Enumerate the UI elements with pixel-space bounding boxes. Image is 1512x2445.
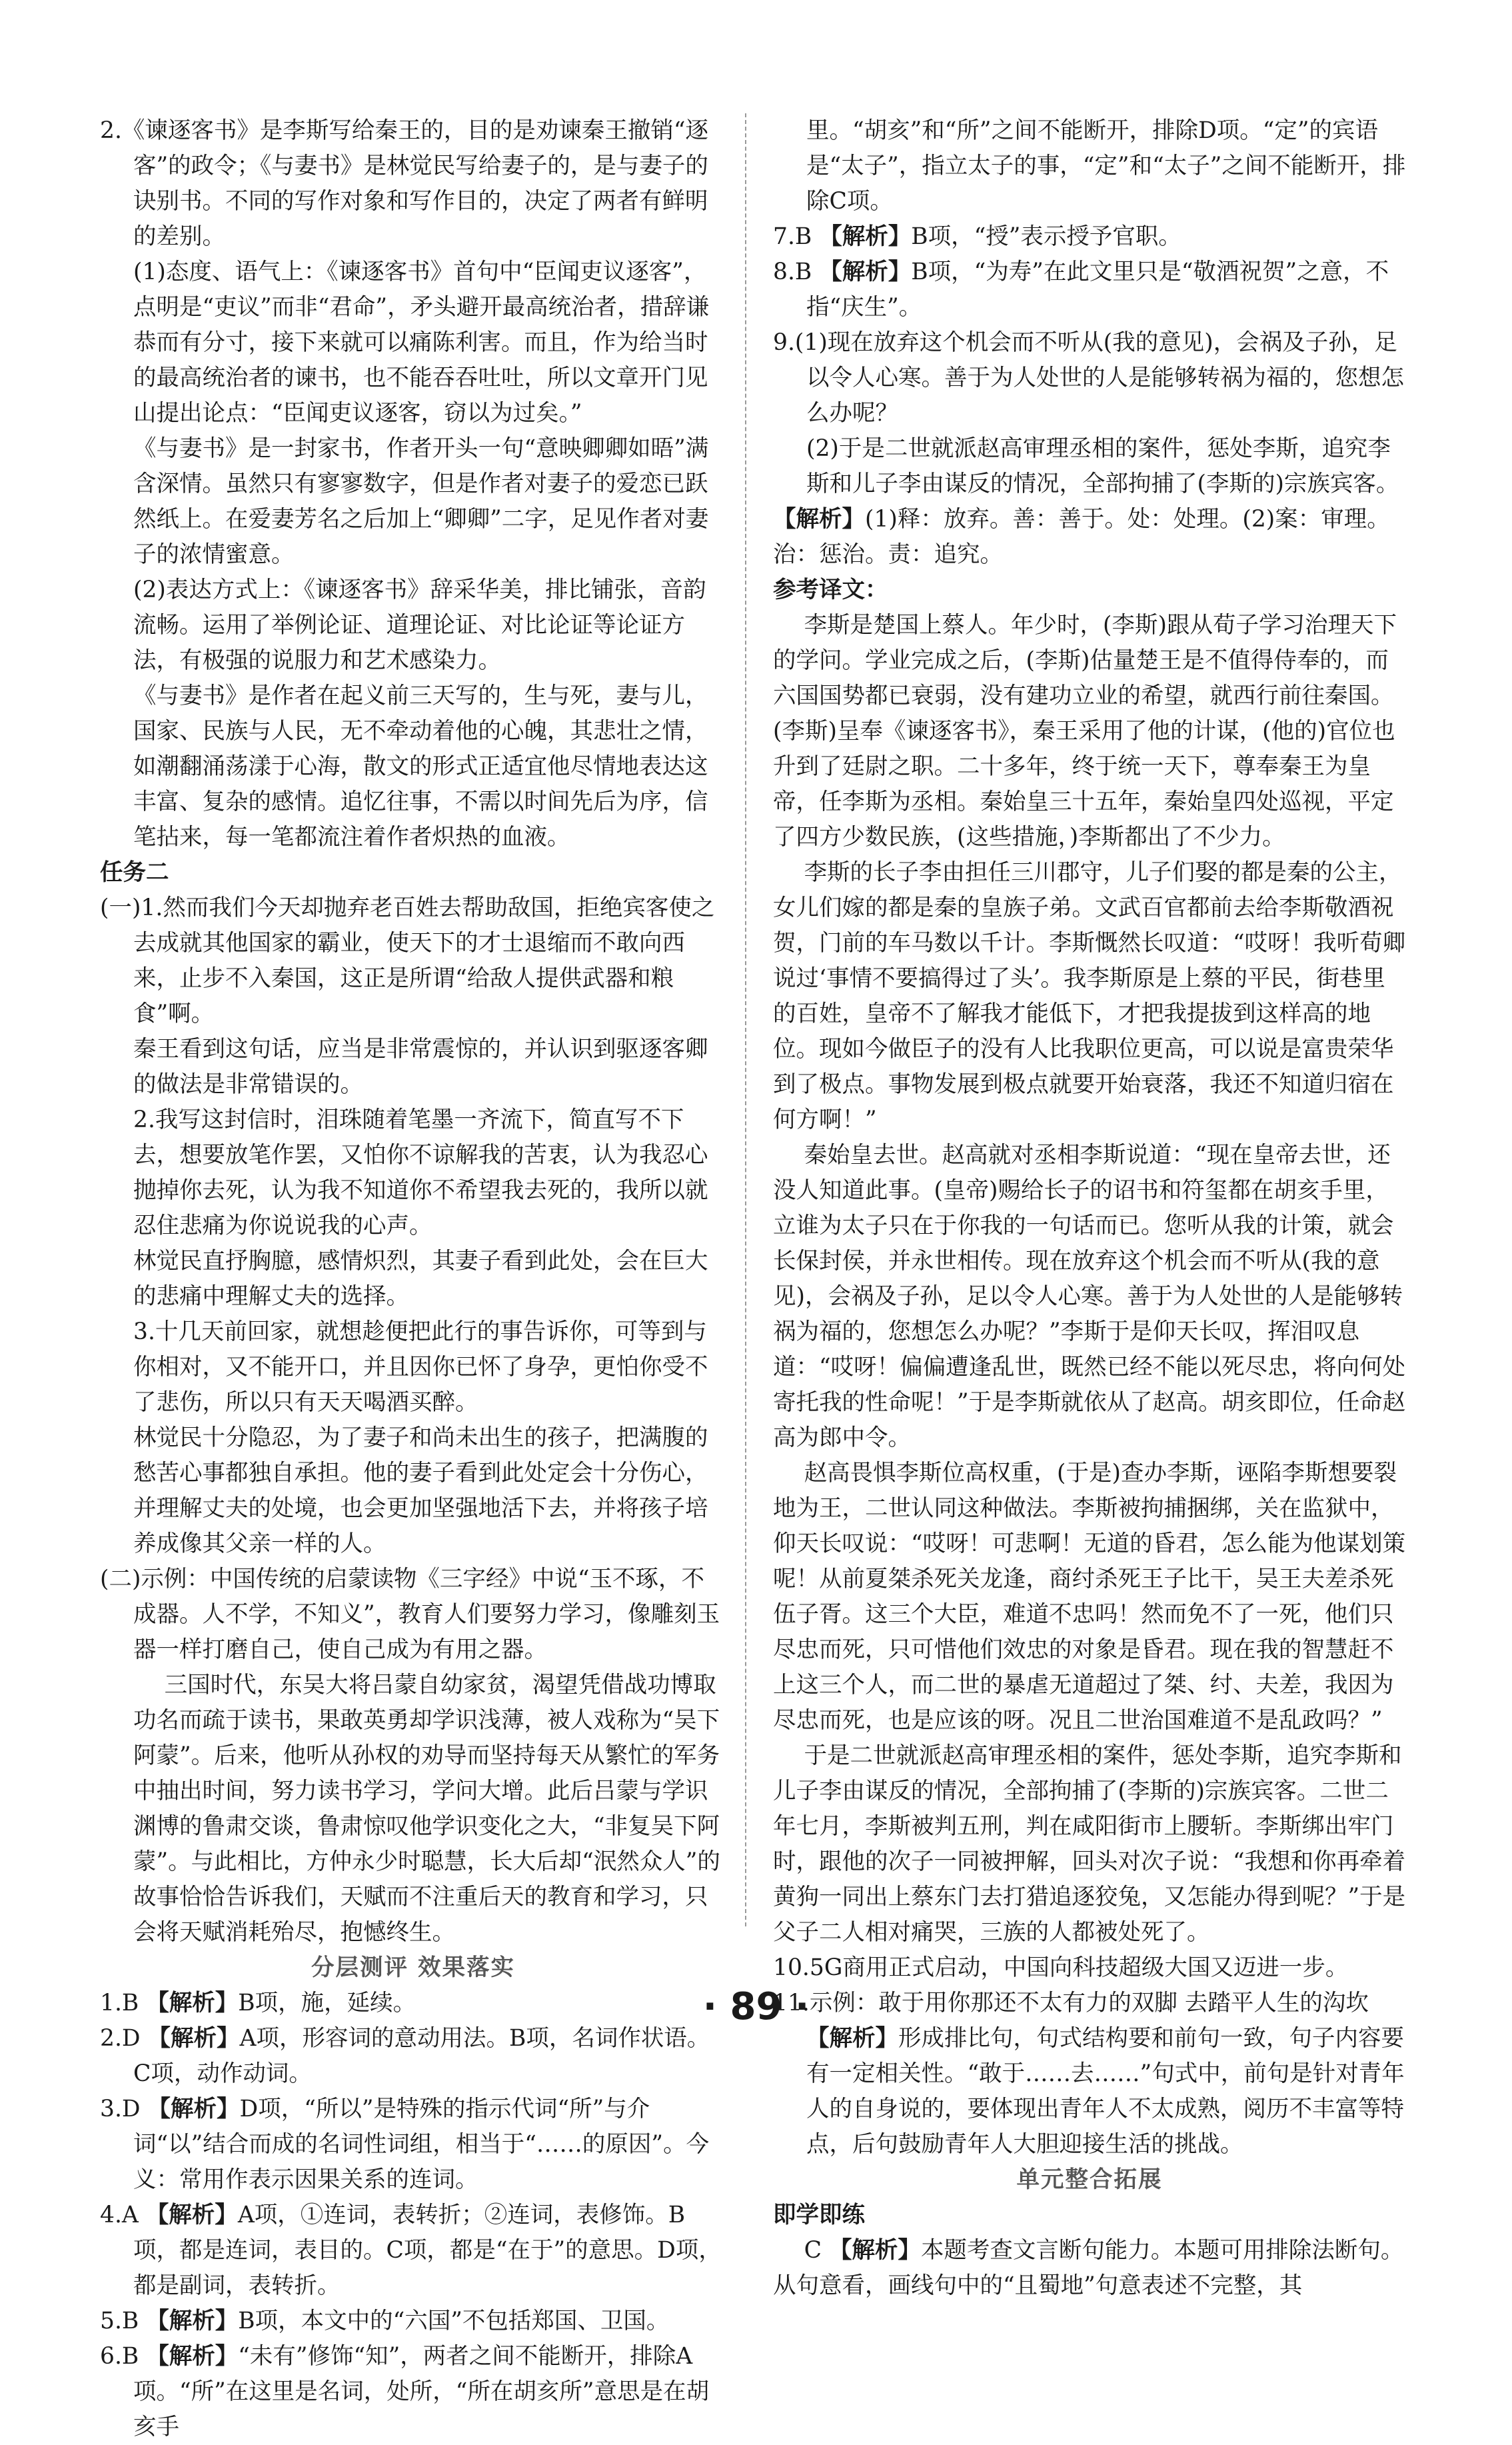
translation-paragraph: 李斯是楚国上蔡人。年少时，(李斯)跟从荀子学习治理天下的学问。学业完成之后，(李斯)估量楚王是不值得侍奉的，而六国国势都已衰弱，没有建功立业的希望，就西行前往秦国。(李斯)呈奉《谏逐客书》，秦王采用了他的计谋，(他的)官位也升到了廷尉之职。二十多年，终于统一天下，尊奉秦王为皇帝，任李斯为丞相。秦始皇三十五年，秦始皇四处巡视，平定了四方少数民族，(这些措施，)李斯都出了不少力。: [773, 612, 1397, 851]
task-2-item-1: (一)1.然而我们今天却抛弃老百姓去帮助敌国，拒绝宾客使之去成就其他国家的霸业，使天下的才士退缩而不敢向西来，止步不入秦国，这正是所谓“给敌人提供武器和粮食”啊。: [100, 895, 715, 1027]
answer-item: 4.A 【解析】A项，①连词，表转折；②连词，表修饰。B项，都是连词，表目的。C项，都是“在于”的意思。D项，都是副词，表转折。: [100, 2202, 722, 2299]
practice-heading: 即学即练: [773, 2202, 865, 2228]
task-2-item-2-comment: 林觉民直抒胸臆，感情炽烈，其妻子看到此处，会在巨大的悲痛中理解丈夫的选择。: [133, 1248, 708, 1310]
answer-2-letter-tone: 《与妻书》是一封家书，作者开头一句“意映卿卿如晤”满含深情。虽然只有寥寥数字，但是作者对妻子的爱恋已跃然纸上。在爱妻芳名之后加上“卿卿”二字，足见作者对妻子的浓情蜜意。: [133, 435, 709, 568]
analysis-tag: 【解析】: [146, 2343, 239, 2370]
answer-2-letter-expression: 《与妻书》是作者在起义前三天写的，生与死，妻与儿，国家、民族与人民，无不牵动着他的心魄，其悲壮之情，如潮翻涌荡漾于心海，散文的形式正适宜他尽情地表达这丰富、复杂的感情。追忆往事，不需以时间先后为序，信笔拈来，每一笔都流注着作者炽热的血液。: [133, 683, 708, 851]
section-title-layered-test: 分层测评 效果落实: [311, 1954, 515, 1981]
task-2-item-2: 2.我写这封信时，泪珠随着笔墨一齐流下，简直写不下去，想要放笔作罢，又怕你不谅解我的苦衷，认为我忍心抛掉你去死，认为我不知道你不希望我去死的，我所以就忍住悲痛为你说说我的心声。: [133, 1107, 708, 1239]
translation-heading: 参考译文：: [773, 577, 888, 603]
analysis-tag: 【解析】: [773, 506, 865, 533]
practice-answer: C 【解析】本题考查文言断句能力。本题可用排除法断句。从句意看，画线句中的“且蜀地”句意表述不完整，其: [773, 2237, 1404, 2299]
answer-list: [100, 1986, 726, 2445]
analysis-tag: 【解析】: [819, 259, 912, 285]
answer-item: 6.B 【解析】“未有”修饰“知”，两者之间不能断开，排除A项。“所”在这里是名词，处所，“所在胡亥所”意思是在胡亥手: [100, 2343, 710, 2440]
answer-9-analysis: 【解析】(1)释：放弃。善：善于。处：处理。(2)案：审理。治：惩治。责：追究。: [773, 506, 1390, 568]
analysis-tag: 【解析】: [146, 2308, 239, 2334]
task-2-item-1-comment: 秦王看到这句话，应当是非常震惊的，并认识到驱逐客卿的做法是非常错误的。: [133, 1036, 708, 1098]
answer-11: 11.示例：敢于用你那还不太有力的双脚 去踏平人生的沟坎: [773, 1990, 1369, 2016]
answer-item: 7.B 【解析】B项，“授”表示授予官职。: [773, 223, 1181, 250]
answer-item: 8.B 【解析】B项，“为寿”在此文里只是“敬酒祝贺”之意，不指“庆生”。: [773, 259, 1389, 321]
answer-6-continued: 里。“胡亥”和“所”之间不能断开，排除D项。“定”的宾语是“太子”，指立太子的事，“定”和“太子”之间不能断开，排除C项。: [806, 117, 1406, 215]
right-column: [773, 113, 1406, 2304]
answer-2-tone: (1)态度、语气上：《谏逐客书》首句中“臣闻吏议逐客”，点明是“吏议”而非“君命”，矛头避开最高统治者，措辞谦恭而有分寸，接下来就可以痛陈利害。而且，作为给当时的最高统治者的谏书，也不能吞吞吐吐，所以文章开门见山提出论点：“臣闻吏议逐客，窃以为过矣。”: [133, 259, 710, 427]
task-2-item-3-comment: 林觉民十分隐忍，为了妻子和尚未出生的孩子，把满腹的愁苦心事都独自承担。他的妻子看到此处定会十分伤心，并理解丈夫的处境，也会更加坚强地活下去，并将孩子培养成像其父亲一样的人。: [133, 1424, 708, 1557]
analysis-tag: 【解析】: [147, 2025, 240, 2052]
answer-11-analysis: 【解析】形成排比句，句式结构要和前句一致，句子内容要有一定相关性。“敢于……去……”句式中，前句是针对青年人的自身说的，要体现出青年人不太成熟，阅历不丰富等特点，后句鼓励青年人大胆迎接生活的挑战。: [806, 2025, 1405, 2158]
analysis-tag: 【解析】: [147, 2096, 240, 2122]
analysis-tag: 【解析】: [146, 1990, 239, 2016]
answer-item: 3.D 【解析】D项，“所以”是特殊的指示代词“所”与介词“以”结合而成的名词性词组，相当于“……的原因”。今义：常用作表示因果关系的连词。: [100, 2096, 710, 2193]
answer-2-expression: (2)表达方式上：《谏逐客书》辞采华美，排比铺张，音韵流畅。运用了举例论证、道理论证、对比论证等论证方法，有极强的说服力和艺术感染力。: [133, 577, 706, 674]
analysis-tag: 【解析】: [828, 2237, 921, 2264]
answer-item: 2.D 【解析】A项，形容词的意动用法。B项，名词作状语。C项，动作动词。: [100, 2025, 710, 2087]
analysis-tag: 【解析】: [819, 223, 912, 250]
translation-paragraph: 李斯的长子李由担任三川郡守，儿子们娶的都是秦的公主，女儿们嫁的都是秦的皇族子弟。文武百官都前去给李斯敬酒祝贺，门前的车马数以千计。李斯慨然长叹道：“哎呀！我听荀卿说过‘事情不要搞得过了头’。我李斯原是上蔡的平民，街巷里的百姓，皇帝不了解我才能低下，才把我提拔到这样高的地位。现如今做臣子的没有人比我职位更高，可以说是富贵荣华到了极点。事物发展到极点就要开始衰落，我还不知道归宿在何方啊！”: [773, 859, 1406, 1133]
translation-paragraph: 赵高畏惧李斯位高权重，(于是)查办李斯，诬陷李斯想要裂地为王，二世认同这种做法。李斯被拘捕捆绑，关在监狱中，仰天长叹说：“哎呀！可悲啊！无道的昏君，怎么能为他谋划策呢！从前夏桀杀死关龙逢，商纣杀死王子比干，吴王夫差杀死伍子胥。这三个大臣，难道不忠吗！然而免不了一死，他们只尽忠而死，只可惜他们效忠的对象是昏君。现在我的智慧赶不上这三个人，而二世的暴虐无道超过了桀、纣、夫差，我因为尽忠而死，也是应该的呀。况且二世治国难道不是乱政吗？”: [773, 1460, 1406, 1734]
column-divider: [745, 113, 746, 1926]
page-number: · 89 ·: [702, 1985, 810, 2028]
translation-paragraph: 秦始皇去世。赵高就对丞相李斯说道：“现在皇帝去世，还没人知道此事。(皇帝)赐给长子的诏书和符玺都在胡亥手里，立谁为太子只在于你我的一句话而已。您听从我的计策，就会长保封侯，并永世相传。现在放弃这个机会而不听从(我的意见)，会祸及子孙，足以令人心寒。善于为人处世的人是能够转祸为福的，您想怎么办呢？”李斯于是仰天长叹，挥泪叹息道：“哎呀！偏偏遭逢乱世，既然已经不能以死尽忠，将向何处寄托我的性命呢！”于是李斯就依从了赵高。胡亥即位，任命赵高为郎中令。: [773, 1142, 1406, 1451]
task-2-heading: 任务二: [100, 859, 169, 886]
answer-2-intro: 2.《谏逐客书》是李斯写给秦王的，目的是劝谏秦王撤销“逐客”的政令；《与妻书》是林觉民写给妻子的，是与妻子的诀别书。不同的写作对象和写作目的，决定了两者有鲜明的差别。: [100, 117, 709, 250]
answer-item: 1.B 【解析】B项，施，延续。: [100, 1990, 416, 2016]
translation-paragraph: 于是二世就派赵高审理丞相的案件，惩处李斯，追究李斯和儿子李由谋反的情况，全部拘捕了(李斯的)宗族宾客。二世二年七月，李斯被判五刑，判在咸阳街市上腰斩。李斯绑出牢门时，跟他的次子一同被押解，回头对次子说：“我想和你再牵着黄狗一同出上蔡东门去打猎追逐狡兔，又怎能办得到呢？”于是父子二人相对痛哭，三族的人都被处死了。: [773, 1742, 1406, 1946]
analysis-tag: 【解析】: [145, 2202, 238, 2228]
answer-item: 5.B 【解析】B项，本文中的“六国”不包括郑国、卫国。: [100, 2308, 670, 2334]
task-2-example-story: 三国时代，东吴大将吕蒙自幼家贫，渴望凭借战功博取功名而疏于读书，果敢英勇却学识浅薄，被人戏称为“吴下阿蒙”。后来，他听从孙权的劝导而坚持每天从繁忙的军务中抽出时间，努力读书学习，学问大增。此后吕蒙与学识渊博的鲁肃交谈，鲁肃惊叹他学识变化之大，“非复吴下阿蒙”。与此相比，方仲永少时聪慧，长大后却“泯然众人”的故事恰恰告诉我们，天赋而不注重后天的教育和学习，只会将天赋消耗殆尽，抱憾终生。: [133, 1672, 720, 1946]
section-title-unit-extension: 单元整合拓展: [1016, 2166, 1163, 2193]
answer-9-part-2: (2)于是二世就派赵高审理丞相的案件，惩处李斯，追究李斯和儿子李由谋反的情况，全部拘捕了(李斯的)宗族宾客。: [806, 435, 1399, 497]
answer-9-part-1: 9.(1)现在放弃这个机会而不听从(我的意见)，会祸及子孙，足以令人心寒。善于为人处世的人是能够转祸为福的，您想怎么办呢？: [773, 329, 1405, 427]
analysis-tag: 【解析】: [806, 2025, 899, 2052]
task-2-example: (二)示例：中国传统的启蒙读物《三字经》中说“玉不琢，不成器。人不学，不知义”，教育人们要努力学习，像雕刻玉器一样打磨自己，使自己成为有用之器。: [100, 1566, 720, 1663]
answer-10: 10.5G商用正式启动，中国向科技超级大国又迈进一步。: [773, 1954, 1349, 1981]
left-column: [100, 113, 726, 2445]
task-2-item-3: 3.十几天前回家，就想趁便把此行的事告诉你，可等到与你相对，又不能开口，并且因你已怀了身孕，更怕你受不了悲伤，所以只有天天喝酒买醉。: [133, 1318, 708, 1416]
